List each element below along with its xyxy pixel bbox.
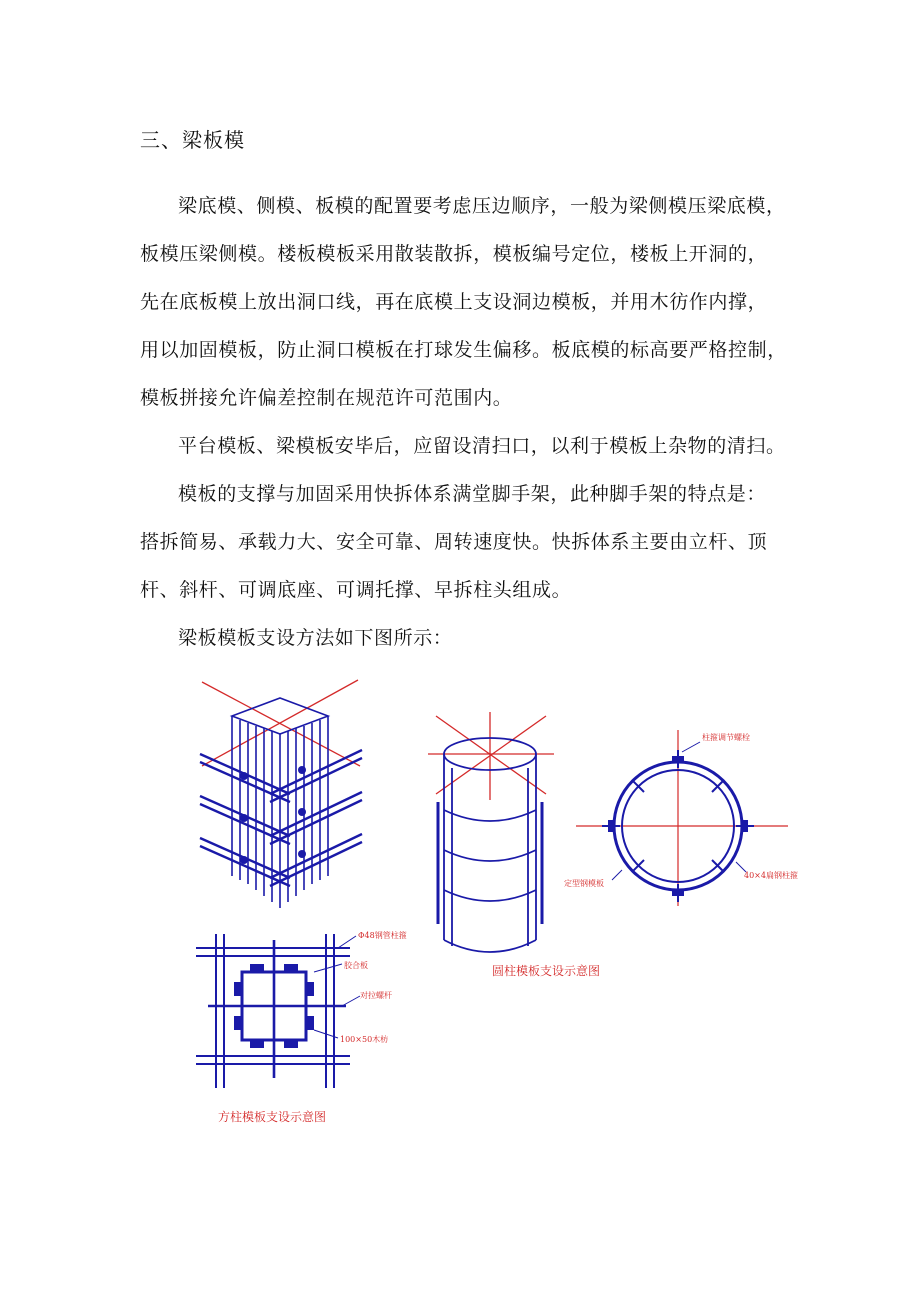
hoop-level-top xyxy=(200,750,362,802)
hoop-band xyxy=(444,810,536,821)
label-flat-steel-hoop: 40×4扁钢柱箍 xyxy=(744,871,798,880)
label-plywood: 胶合板 xyxy=(344,961,368,970)
text-line: 杆、斜杆、可调底座、可调托撑、早拆柱头组成。 xyxy=(140,579,572,601)
timber-batten xyxy=(234,982,242,996)
square-column-plan-figure xyxy=(190,926,430,1096)
bolt-icon xyxy=(298,850,306,858)
text-line: 先在底板模上放出洞口线，再在底模上支设洞边模板，并用木彷作内撑， xyxy=(140,291,768,313)
text-line: 用以加固模板，防止洞口模板在打球发生偏移。板底模的标高要严格控制， xyxy=(140,339,787,361)
label-steel-formwork: 定型钢模板 xyxy=(564,879,604,888)
text-line: 搭拆简易、承载力大、安全可靠、周转速度快。快拆体系主要由立杆、顶 xyxy=(140,531,768,553)
label-adjusting-bolt: 柱箍调节螺栓 xyxy=(702,733,750,742)
column-top-face xyxy=(232,698,328,734)
text-line: 梁板模板支设方法如下图所示： xyxy=(178,627,453,649)
caption-square-column: 方柱模板支设示意图 xyxy=(218,1110,327,1124)
text-line: 模板的支撑与加固采用快拆体系满堂脚手架，此种脚手架的特点是： xyxy=(178,483,767,505)
text-line: 平台模板、梁模板安毕后，应留设清扫口，以利于模板上杂物的清扫。 xyxy=(178,435,786,457)
bolt-icon xyxy=(240,814,248,822)
label-tie-bolt: 对拉螺杆 xyxy=(360,991,392,1000)
round-column-elevation-figure xyxy=(426,710,556,960)
bolt-icon xyxy=(240,856,248,864)
hoop-level-middle xyxy=(200,792,362,844)
text-line: 梁底模、侧模、板模的配置要考虑压边顺序，一般为梁侧模压梁底模， xyxy=(178,195,786,217)
hoop-level-lower xyxy=(200,834,362,886)
square-column-isometric-figure xyxy=(190,676,370,916)
paragraph-4 xyxy=(140,614,800,662)
label-timber: 100×50木枋 xyxy=(340,1035,389,1044)
section-heading: 三、梁板模 xyxy=(140,128,245,152)
adjusting-bolt-icon xyxy=(672,756,684,762)
bolt-icon xyxy=(240,772,248,780)
text-line: 模板拼接允许偏差控制在规范许可范围内。 xyxy=(140,387,513,409)
paragraph-3 xyxy=(140,470,800,614)
bolt-icon xyxy=(298,808,306,816)
text-line: 板模压梁侧模。楼板模板采用散装散拆，模板编号定位，楼板上开洞的， xyxy=(140,243,768,265)
paragraph-1 xyxy=(140,182,800,422)
paragraph-2 xyxy=(140,422,800,470)
bolt-icon xyxy=(298,766,306,774)
round-column-plan-figure xyxy=(560,710,820,920)
label-steel-hoop: Φ48钢管柱箍 xyxy=(358,931,407,940)
caption-round-column: 圆柱模板支设示意图 xyxy=(492,964,601,978)
